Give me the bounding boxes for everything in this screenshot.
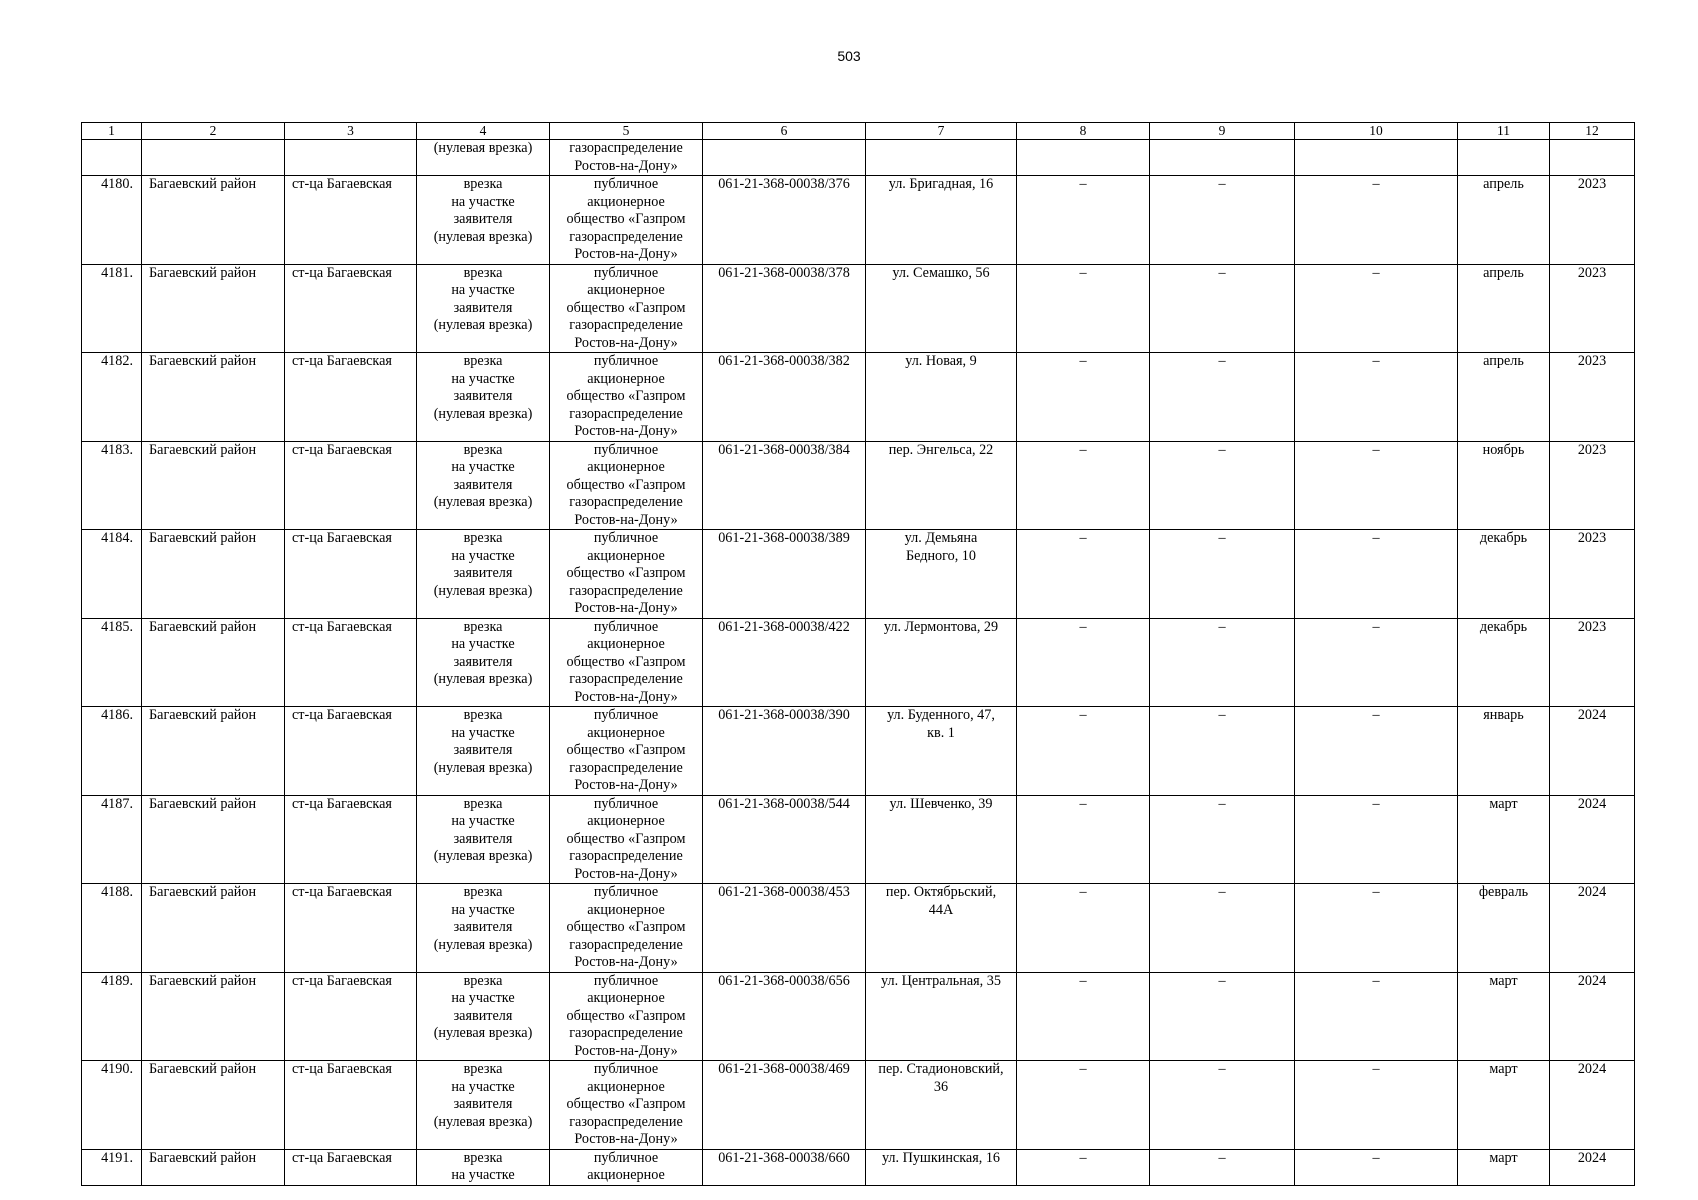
cell-line: пер. Октябрьский, — [885, 884, 997, 900]
cell-line: врезка — [463, 707, 503, 723]
dash-cell: – — [1295, 618, 1458, 707]
locality-cell: ст-ца Багаевская — [285, 1061, 417, 1150]
continuation-row — [82, 140, 1635, 176]
cell-line: (нулевая врезка) — [433, 405, 533, 422]
locality-cell: ст-ца Багаевская — [285, 353, 417, 442]
code-cell: 061-21-368-00038/378 — [703, 264, 866, 353]
cell-line: на участке — [451, 547, 515, 564]
cell-line: врезка — [463, 1149, 503, 1166]
cell-line: газораспределение — [569, 317, 683, 333]
address-cell — [866, 707, 1017, 796]
month-cell: март — [1458, 1149, 1550, 1185]
column-header: 11 — [1458, 123, 1550, 140]
cell-line: на участке — [451, 193, 515, 210]
cell-line: пер. Энгельса, 22 — [888, 441, 994, 458]
cell-line: акционерное — [587, 459, 665, 475]
address-cell — [866, 1149, 1017, 1185]
owner-cell — [550, 353, 703, 442]
cell-line: заявителя — [453, 1096, 513, 1112]
cell-line: ул. Пушкинская, 16 — [881, 1149, 1001, 1166]
owner-cell — [550, 618, 703, 707]
cell-line: общество «Газпром — [566, 919, 686, 935]
locality-cell: ст-ца Багаевская — [285, 884, 417, 973]
district-cell: Багаевский район — [142, 264, 285, 353]
dash-cell: – — [1150, 972, 1295, 1061]
column-header: 5 — [550, 123, 703, 140]
code-cell: 061-21-368-00038/660 — [703, 1149, 866, 1185]
dash-cell: – — [1017, 264, 1150, 353]
cell-line: акционерное — [587, 193, 665, 210]
cell-line: Ростов-на-Дону» — [574, 777, 678, 793]
cell-line: 36 — [933, 1078, 949, 1095]
cell-line: общество «Газпром — [566, 388, 686, 404]
connection-type-cell — [417, 1061, 550, 1150]
owner-cell — [550, 264, 703, 353]
cell-line: газораспределение — [569, 405, 683, 422]
cell-line: акционерное — [587, 724, 665, 741]
cell-line: газораспределение — [569, 848, 683, 864]
cell-line: Ростов-на-Дону» — [574, 246, 678, 262]
table-row — [82, 1061, 1635, 1150]
table-row — [82, 795, 1635, 884]
month-cell: январь — [1458, 707, 1550, 796]
owner-cell — [550, 176, 703, 265]
dash-cell: – — [1017, 176, 1150, 265]
cell-line: ул. Семашко, 56 — [892, 264, 990, 281]
column-header: 3 — [285, 123, 417, 140]
year-cell: 2024 — [1550, 707, 1635, 796]
cell-line: ул. Бригадная, 16 — [888, 176, 994, 192]
cell-line: заявителя — [453, 742, 513, 758]
cell-line: публичное — [593, 1149, 659, 1166]
address-cell — [866, 972, 1017, 1061]
row-number-cell: 4189. — [82, 972, 142, 1061]
cell-line: Ростов-на-Дону» — [574, 1042, 678, 1059]
cell-line: газораспределение — [569, 1113, 683, 1130]
cell-line: врезка — [463, 176, 503, 192]
column-header: 9 — [1150, 123, 1295, 140]
cell-line: Ростов-на-Дону» — [574, 511, 678, 528]
cell-line: публичное — [593, 1061, 659, 1077]
cell-line: публичное — [593, 618, 659, 635]
dash-cell: – — [1017, 530, 1150, 619]
district-cell: Багаевский район — [142, 530, 285, 619]
cell-line: акционерное — [587, 990, 665, 1006]
connection-type-cell — [417, 795, 550, 884]
cell-line: публичное — [593, 530, 659, 546]
year-cell: 2024 — [1550, 884, 1635, 973]
cell-line: заявителя — [453, 565, 513, 581]
district-cell: Багаевский район — [142, 795, 285, 884]
dash-cell: – — [1017, 795, 1150, 884]
row-number-cell: 4181. — [82, 264, 142, 353]
cell-line: заявителя — [453, 830, 513, 847]
row-number-cell: 4190. — [82, 1061, 142, 1150]
connection-type-cell — [417, 707, 550, 796]
cell-line: публичное — [593, 707, 659, 723]
owner-cell — [550, 795, 703, 884]
cell-line: общество «Газпром — [566, 830, 686, 847]
address-cell — [866, 441, 1017, 530]
dash-cell: – — [1295, 972, 1458, 1061]
connection-type-cell — [417, 441, 550, 530]
code-cell: 061-21-368-00038/376 — [703, 176, 866, 265]
cell-line: врезка — [463, 441, 503, 458]
cell-line: ул. Центральная, 35 — [881, 972, 1001, 989]
owner-cell — [550, 140, 703, 176]
connection-type-cell — [417, 972, 550, 1061]
dash-cell: – — [1150, 176, 1295, 265]
locality-cell: ст-ца Багаевская — [285, 707, 417, 796]
dash-cell: – — [1150, 1061, 1295, 1150]
cell-line: Ростов-на-Дону» — [574, 954, 678, 970]
cell-line: Ростов-на-Дону» — [574, 157, 678, 174]
address-cell — [866, 795, 1017, 884]
registry-table — [81, 122, 1635, 1186]
address-cell — [866, 530, 1017, 619]
year-cell: 2023 — [1550, 441, 1635, 530]
column-header: 6 — [703, 123, 866, 140]
cell-line: газораспределение — [569, 494, 683, 510]
cell-line: заявителя — [453, 211, 513, 227]
cell-line: ул. Демьяна — [904, 530, 978, 546]
locality-cell: ст-ца Багаевская — [285, 530, 417, 619]
table-row — [82, 441, 1635, 530]
cell-line: заявителя — [453, 476, 513, 493]
cell-line: Бедного, 10 — [905, 547, 976, 564]
cell-line: Ростов-на-Дону» — [574, 688, 678, 705]
cell-line: пер. Стадионовский, — [878, 1061, 1004, 1077]
dash-cell: – — [1150, 530, 1295, 619]
dash-cell: – — [1295, 1149, 1458, 1185]
cell-line: на участке — [451, 1078, 515, 1095]
cell-line: газораспределение — [569, 936, 683, 953]
cell-line: заявителя — [453, 299, 513, 316]
code-cell: 061-21-368-00038/390 — [703, 707, 866, 796]
cell-line: заявителя — [453, 1007, 513, 1024]
dash-cell: – — [1295, 441, 1458, 530]
column-header: 1 — [82, 123, 142, 140]
code-cell: 061-21-368-00038/389 — [703, 530, 866, 619]
cell-line: Ростов-на-Дону» — [574, 334, 678, 351]
cell-line: ул. Шевченко, 39 — [889, 795, 993, 812]
cell-line: врезка — [463, 972, 503, 989]
year-cell: 2023 — [1550, 264, 1635, 353]
cell-line: на участке — [451, 459, 515, 475]
year-cell: 2023 — [1550, 618, 1635, 707]
address-cell — [866, 264, 1017, 353]
row-number-cell: 4183. — [82, 441, 142, 530]
dash-cell: – — [1295, 353, 1458, 442]
cell-line: врезка — [463, 1061, 503, 1077]
month-cell: декабрь — [1458, 618, 1550, 707]
cell-line: (нулевая врезка) — [433, 848, 533, 864]
cell-line: общество «Газпром — [566, 653, 686, 670]
dash-cell: – — [1150, 884, 1295, 973]
dash-cell: – — [1295, 264, 1458, 353]
column-header: 4 — [417, 123, 550, 140]
table-row — [82, 264, 1635, 353]
month-cell: март — [1458, 795, 1550, 884]
code-cell: 061-21-368-00038/656 — [703, 972, 866, 1061]
cell-line: публичное — [593, 972, 659, 989]
column-header: 8 — [1017, 123, 1150, 140]
cell-line: (нулевая врезка) — [433, 671, 533, 687]
cell-line: акционерное — [587, 547, 665, 564]
locality-cell: ст-ца Багаевская — [285, 795, 417, 884]
locality-cell: ст-ца Багаевская — [285, 441, 417, 530]
cell-line: общество «Газпром — [566, 742, 686, 758]
address-cell — [866, 353, 1017, 442]
district-cell: Багаевский район — [142, 353, 285, 442]
code-cell: 061-21-368-00038/384 — [703, 441, 866, 530]
owner-cell — [550, 972, 703, 1061]
cell-line: Ростов-на-Дону» — [574, 600, 678, 616]
cell-line: кв. 1 — [927, 724, 955, 741]
cell-line: на участке — [451, 724, 515, 741]
cell-line: акционерное — [587, 282, 665, 298]
row-number-cell: 4185. — [82, 618, 142, 707]
cell-line: на участке — [451, 636, 515, 652]
cell-line: 44А — [928, 901, 954, 918]
table-row — [82, 176, 1635, 265]
table-row — [82, 884, 1635, 973]
address-cell — [866, 618, 1017, 707]
dash-cell: – — [1150, 264, 1295, 353]
cell-line: общество «Газпром — [566, 1007, 686, 1024]
cell-line: газораспределение — [569, 582, 683, 599]
table-row — [82, 353, 1635, 442]
dash-cell: – — [1150, 1149, 1295, 1185]
district-cell: Багаевский район — [142, 1061, 285, 1150]
cell-line: Ростов-на-Дону» — [574, 423, 678, 439]
owner-cell — [550, 1149, 703, 1185]
table-row — [82, 972, 1635, 1061]
cell-line: (нулевая врезка) — [433, 936, 533, 953]
column-header: 12 — [1550, 123, 1635, 140]
district-cell: Багаевский район — [142, 884, 285, 973]
year-cell: 2023 — [1550, 353, 1635, 442]
cell-line: Ростов-на-Дону» — [574, 865, 678, 882]
month-cell: март — [1458, 972, 1550, 1061]
cell-line: ул. Буденного, 47, — [887, 707, 995, 723]
district-cell: Багаевский район — [142, 1149, 285, 1185]
cell-line: газораспределение — [569, 759, 683, 776]
cell-line: (нулевая врезка) — [433, 1025, 533, 1041]
cell-line: (нулевая врезка) — [433, 759, 533, 776]
cell-line: акционерное — [587, 636, 665, 652]
dash-cell: – — [1295, 530, 1458, 619]
cell-line: на участке — [451, 813, 515, 829]
locality-cell: ст-ца Багаевская — [285, 618, 417, 707]
month-cell: апрель — [1458, 264, 1550, 353]
cell-line: публичное — [593, 353, 659, 369]
cell-line: Ростов-на-Дону» — [574, 1131, 678, 1147]
dash-cell: – — [1017, 618, 1150, 707]
dash-cell: – — [1017, 441, 1150, 530]
row-number-cell: 4186. — [82, 707, 142, 796]
year-cell: 2024 — [1550, 972, 1635, 1061]
locality-cell: ст-ца Багаевская — [285, 264, 417, 353]
cell-line: акционерное — [587, 901, 665, 918]
cell-line: (нулевая врезка) — [433, 140, 533, 156]
code-cell: 061-21-368-00038/422 — [703, 618, 866, 707]
cell-line: врезка — [463, 884, 503, 900]
cell-line: газораспределение — [569, 1025, 683, 1041]
district-cell: Багаевский район — [142, 618, 285, 707]
owner-cell — [550, 530, 703, 619]
cell-line: на участке — [451, 370, 515, 387]
cell-line: (нулевая врезка) — [433, 317, 533, 333]
district-cell: Багаевский район — [142, 972, 285, 1061]
cell-line: газораспределение — [569, 228, 683, 245]
locality-cell: ст-ца Багаевская — [285, 176, 417, 265]
cell-line: (нулевая врезка) — [433, 494, 533, 510]
cell-line: на участке — [451, 1167, 515, 1183]
year-cell: 2024 — [1550, 1149, 1635, 1185]
cell-line: заявителя — [453, 919, 513, 935]
dash-cell: – — [1295, 884, 1458, 973]
month-cell: ноябрь — [1458, 441, 1550, 530]
address-cell — [866, 176, 1017, 265]
year-cell: 2024 — [1550, 1061, 1635, 1150]
cell-line: (нулевая врезка) — [433, 1113, 533, 1130]
district-cell: Багаевский район — [142, 176, 285, 265]
code-cell: 061-21-368-00038/469 — [703, 1061, 866, 1150]
cell-line: общество «Газпром — [566, 1096, 686, 1112]
address-cell — [866, 884, 1017, 973]
table-row — [82, 707, 1635, 796]
district-cell: Багаевский район — [142, 441, 285, 530]
connection-type-cell — [417, 353, 550, 442]
connection-type-cell — [417, 530, 550, 619]
row-number-cell: 4184. — [82, 530, 142, 619]
dash-cell: – — [1295, 795, 1458, 884]
year-cell: 2024 — [1550, 795, 1635, 884]
dash-cell: – — [1017, 972, 1150, 1061]
row-number-cell: 4191. — [82, 1149, 142, 1185]
table-row — [82, 530, 1635, 619]
cell-line: врезка — [463, 353, 503, 369]
dash-cell: – — [1295, 707, 1458, 796]
connection-type-cell — [417, 1149, 550, 1185]
owner-cell — [550, 441, 703, 530]
cell-line: общество «Газпром — [566, 211, 686, 227]
row-number-cell: 4182. — [82, 353, 142, 442]
dash-cell: – — [1017, 1149, 1150, 1185]
cell-line: общество «Газпром — [566, 476, 686, 493]
cell-line: газораспределение — [569, 671, 683, 687]
dash-cell: – — [1150, 353, 1295, 442]
row-number-cell: 4180. — [82, 176, 142, 265]
month-cell: апрель — [1458, 353, 1550, 442]
connection-type-cell — [417, 176, 550, 265]
month-cell: февраль — [1458, 884, 1550, 973]
cell-line: на участке — [451, 282, 515, 298]
cell-line: акционерное — [587, 370, 665, 387]
connection-type-cell — [417, 140, 550, 176]
dash-cell: – — [1150, 618, 1295, 707]
cell-line: публичное — [593, 884, 659, 900]
month-cell: декабрь — [1458, 530, 1550, 619]
dash-cell: – — [1295, 1061, 1458, 1150]
cell-line: (нулевая врезка) — [433, 582, 533, 599]
cell-line: на участке — [451, 901, 515, 918]
cell-line: врезка — [463, 264, 503, 281]
page-number: 503 — [837, 48, 861, 64]
locality-cell: ст-ца Багаевская — [285, 972, 417, 1061]
dash-cell: – — [1017, 353, 1150, 442]
cell-line: публичное — [593, 264, 659, 281]
year-cell: 2023 — [1550, 530, 1635, 619]
address-cell — [866, 1061, 1017, 1150]
connection-type-cell — [417, 264, 550, 353]
cell-line: публичное — [593, 795, 659, 812]
locality-cell: ст-ца Багаевская — [285, 1149, 417, 1185]
row-number-cell: 4187. — [82, 795, 142, 884]
month-cell: апрель — [1458, 176, 1550, 265]
dash-cell: – — [1150, 795, 1295, 884]
dash-cell: – — [1017, 1061, 1150, 1150]
connection-type-cell — [417, 618, 550, 707]
cell-line: публичное — [593, 176, 659, 192]
column-header: 10 — [1295, 123, 1458, 140]
cell-line: ул. Лермонтова, 29 — [883, 618, 999, 635]
cell-line: общество «Газпром — [566, 565, 686, 581]
column-header-row — [82, 123, 1635, 140]
table-row — [82, 1149, 1635, 1185]
cell-line: на участке — [451, 990, 515, 1006]
owner-cell — [550, 1061, 703, 1150]
code-cell: 061-21-368-00038/453 — [703, 884, 866, 973]
cell-line: акционерное — [587, 813, 665, 829]
cell-line: врезка — [463, 795, 503, 812]
row-number-cell: 4188. — [82, 884, 142, 973]
cell-line: газораспределение — [569, 140, 683, 156]
column-header: 7 — [866, 123, 1017, 140]
code-cell: 061-21-368-00038/382 — [703, 353, 866, 442]
column-header: 2 — [142, 123, 285, 140]
cell-line: акционерное — [587, 1078, 665, 1095]
owner-cell — [550, 884, 703, 973]
dash-cell: – — [1017, 884, 1150, 973]
cell-line: заявителя — [453, 653, 513, 670]
cell-line: ул. Новая, 9 — [905, 353, 977, 369]
connection-type-cell — [417, 884, 550, 973]
cell-line: акционерное — [587, 1167, 665, 1183]
dash-cell: – — [1017, 707, 1150, 796]
dash-cell: – — [1150, 441, 1295, 530]
dash-cell: – — [1150, 707, 1295, 796]
cell-line: врезка — [463, 618, 503, 635]
dash-cell: – — [1295, 176, 1458, 265]
month-cell: март — [1458, 1061, 1550, 1150]
cell-line: публичное — [593, 441, 659, 458]
cell-line: общество «Газпром — [566, 299, 686, 316]
owner-cell — [550, 707, 703, 796]
cell-line: врезка — [463, 530, 503, 546]
cell-line: (нулевая врезка) — [433, 228, 533, 245]
table-row — [82, 618, 1635, 707]
year-cell: 2023 — [1550, 176, 1635, 265]
district-cell: Багаевский район — [142, 707, 285, 796]
cell-line: заявителя — [453, 388, 513, 404]
code-cell: 061-21-368-00038/544 — [703, 795, 866, 884]
